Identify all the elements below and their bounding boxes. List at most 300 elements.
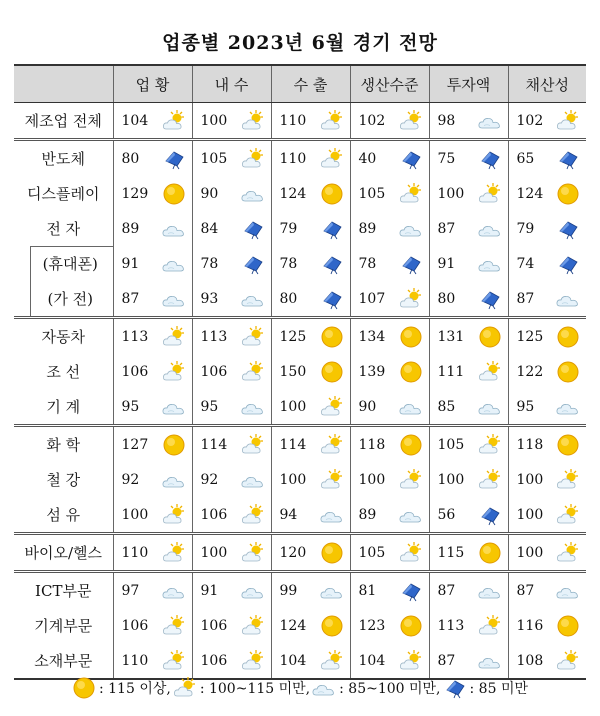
value-number: 114 bbox=[200, 436, 228, 453]
value-number: 106 bbox=[121, 617, 149, 634]
sun-cloud-icon bbox=[478, 468, 502, 492]
value-cell bbox=[113, 572, 192, 609]
sun-icon bbox=[320, 325, 344, 349]
value-cell bbox=[429, 318, 508, 355]
umbrella-icon bbox=[556, 217, 580, 241]
row-label bbox=[14, 281, 113, 318]
value-number: 104 bbox=[358, 652, 386, 669]
sun-icon bbox=[320, 541, 344, 565]
cloud-icon bbox=[478, 217, 502, 241]
value-cell bbox=[271, 389, 350, 426]
value-cell bbox=[350, 281, 429, 318]
value-cell bbox=[350, 534, 429, 572]
table-row bbox=[14, 462, 586, 497]
value-cell bbox=[192, 246, 271, 281]
value-cell bbox=[429, 534, 508, 572]
sun-icon bbox=[556, 614, 580, 638]
sun-icon bbox=[162, 182, 186, 206]
cloud-icon bbox=[478, 109, 502, 133]
value-cell bbox=[192, 318, 271, 355]
value-number: 92 bbox=[121, 471, 140, 488]
value-number: 110 bbox=[121, 544, 149, 561]
value-number: 124 bbox=[279, 617, 307, 634]
table-row bbox=[14, 246, 586, 281]
umbrella-icon bbox=[443, 676, 470, 700]
value-number: 100 bbox=[121, 506, 149, 523]
value-number: 79 bbox=[279, 220, 298, 237]
value-cell bbox=[429, 140, 508, 177]
sun-cloud-icon bbox=[241, 649, 265, 673]
value-number: 113 bbox=[121, 328, 149, 345]
value-cell bbox=[192, 389, 271, 426]
cloud-icon bbox=[312, 676, 339, 700]
sun-cloud-icon bbox=[556, 109, 580, 133]
table-row bbox=[14, 426, 586, 463]
legend-item bbox=[312, 676, 440, 700]
value-cell bbox=[350, 497, 429, 534]
umbrella-icon bbox=[320, 217, 344, 241]
value-number: 125 bbox=[516, 328, 544, 345]
value-cell bbox=[113, 354, 192, 389]
umbrella-icon bbox=[478, 147, 502, 171]
value-cell bbox=[429, 497, 508, 534]
column-header: 내 수 bbox=[192, 65, 271, 103]
value-number: 75 bbox=[437, 150, 456, 167]
value-number: 108 bbox=[516, 652, 544, 669]
value-number: 105 bbox=[200, 150, 228, 167]
legend-text: : 100~115 미만, bbox=[199, 681, 311, 697]
value-number: 100 bbox=[437, 471, 465, 488]
column-header: 채산성 bbox=[508, 65, 586, 103]
cloud-icon bbox=[556, 395, 580, 419]
value-cell bbox=[271, 354, 350, 389]
legend-item bbox=[72, 676, 171, 700]
value-number: 104 bbox=[121, 112, 149, 129]
sun-cloud-icon bbox=[478, 433, 502, 457]
value-number: 113 bbox=[200, 328, 228, 345]
sun-icon bbox=[556, 433, 580, 457]
value-cell bbox=[192, 462, 271, 497]
value-cell bbox=[113, 462, 192, 497]
row-label: ICT부문 bbox=[14, 572, 113, 609]
value-number: 95 bbox=[516, 398, 535, 415]
value-cell bbox=[508, 608, 586, 643]
umbrella-icon bbox=[399, 579, 423, 603]
value-number: 78 bbox=[358, 255, 377, 272]
row-label: 반도체 bbox=[14, 140, 113, 177]
cloud-icon bbox=[399, 503, 423, 527]
value-number: 150 bbox=[279, 363, 307, 380]
value-cell bbox=[429, 281, 508, 318]
legend-text: : 85 미만 bbox=[469, 681, 528, 697]
value-number: 97 bbox=[121, 582, 140, 599]
table-row bbox=[14, 103, 586, 140]
header-corner bbox=[14, 65, 113, 103]
table-row bbox=[14, 389, 586, 426]
value-number: 98 bbox=[437, 112, 456, 129]
sun-cloud-icon bbox=[241, 109, 265, 133]
value-number: 129 bbox=[121, 185, 149, 202]
row-label: 기 계 bbox=[46, 398, 81, 416]
sun-cloud-icon bbox=[556, 541, 580, 565]
cloud-icon bbox=[478, 395, 502, 419]
value-cell bbox=[192, 497, 271, 534]
value-number: 105 bbox=[437, 436, 465, 453]
value-number: 110 bbox=[279, 150, 307, 167]
value-number: 89 bbox=[121, 220, 140, 237]
sun-cloud-icon bbox=[241, 541, 265, 565]
value-number: 100 bbox=[516, 506, 544, 523]
value-number: 79 bbox=[516, 220, 535, 237]
value-cell bbox=[113, 643, 192, 679]
value-number: 106 bbox=[121, 363, 149, 380]
sun-cloud-icon bbox=[241, 503, 265, 527]
sun-icon bbox=[478, 541, 502, 565]
value-number: 100 bbox=[516, 544, 544, 561]
sun-icon bbox=[478, 325, 502, 349]
sun-cloud-icon bbox=[241, 433, 265, 457]
value-cell bbox=[429, 643, 508, 679]
value-number: 40 bbox=[358, 150, 377, 167]
cloud-icon bbox=[478, 579, 502, 603]
table-row bbox=[14, 176, 586, 211]
cloud-icon bbox=[241, 579, 265, 603]
table-row bbox=[14, 318, 586, 355]
value-number: 110 bbox=[279, 112, 307, 129]
row-label: 자동차 bbox=[14, 318, 113, 355]
legend-text: : 85~100 미만, bbox=[339, 681, 441, 697]
value-number: 105 bbox=[358, 544, 386, 561]
column-header: 투자액 bbox=[429, 65, 508, 103]
sun-icon bbox=[399, 433, 423, 457]
cloud-icon bbox=[399, 395, 423, 419]
value-number: 89 bbox=[358, 506, 377, 523]
sun-cloud-icon bbox=[162, 541, 186, 565]
value-number: 118 bbox=[516, 436, 544, 453]
cloud-icon bbox=[320, 579, 344, 603]
value-cell bbox=[192, 426, 271, 463]
value-cell bbox=[350, 608, 429, 643]
legend bbox=[0, 676, 600, 704]
cloud-icon bbox=[556, 287, 580, 311]
value-cell bbox=[350, 246, 429, 281]
sun-cloud-icon bbox=[162, 614, 186, 638]
value-number: 92 bbox=[200, 471, 219, 488]
cloud-icon bbox=[556, 579, 580, 603]
value-cell bbox=[192, 176, 271, 211]
column-header: 업 황 bbox=[113, 65, 192, 103]
cloud-icon bbox=[241, 182, 265, 206]
value-number: 124 bbox=[516, 185, 544, 202]
value-cell bbox=[271, 426, 350, 463]
cloud-icon bbox=[162, 252, 186, 276]
sun-icon bbox=[556, 360, 580, 384]
value-cell bbox=[113, 426, 192, 463]
value-number: 120 bbox=[279, 544, 307, 561]
value-cell bbox=[508, 426, 586, 463]
sun-cloud-icon bbox=[478, 360, 502, 384]
value-cell bbox=[429, 572, 508, 609]
value-number: 125 bbox=[279, 328, 307, 345]
value-cell bbox=[271, 534, 350, 572]
cloud-icon bbox=[162, 217, 186, 241]
value-number: 110 bbox=[121, 652, 149, 669]
value-number: 95 bbox=[121, 398, 140, 415]
row-label: 전 자 bbox=[46, 220, 81, 238]
sun-cloud-icon bbox=[320, 649, 344, 673]
sun-cloud-icon bbox=[399, 182, 423, 206]
sun-cloud-icon bbox=[320, 147, 344, 171]
value-cell bbox=[350, 211, 429, 246]
sun-cloud-icon bbox=[162, 325, 186, 349]
value-number: 100 bbox=[516, 471, 544, 488]
value-number: 91 bbox=[437, 255, 456, 272]
table-row bbox=[14, 643, 586, 679]
value-cell bbox=[192, 211, 271, 246]
sun-icon bbox=[399, 360, 423, 384]
sun-icon bbox=[399, 614, 423, 638]
value-cell bbox=[508, 389, 586, 426]
cloud-icon bbox=[162, 287, 186, 311]
value-cell bbox=[271, 211, 350, 246]
umbrella-icon bbox=[478, 503, 502, 527]
sun-cloud-icon bbox=[478, 182, 502, 206]
value-cell bbox=[113, 246, 192, 281]
value-cell bbox=[192, 103, 271, 140]
value-cell bbox=[192, 354, 271, 389]
column-header: 생산수준 bbox=[350, 65, 429, 103]
legend-item bbox=[173, 676, 310, 700]
value-cell bbox=[113, 497, 192, 534]
sun-icon bbox=[320, 182, 344, 206]
value-number: 100 bbox=[200, 544, 228, 561]
row-label bbox=[14, 246, 113, 281]
value-number: 102 bbox=[516, 112, 544, 129]
sun-cloud-icon bbox=[162, 360, 186, 384]
value-cell bbox=[192, 534, 271, 572]
value-cell bbox=[429, 608, 508, 643]
value-cell bbox=[113, 534, 192, 572]
value-cell bbox=[271, 497, 350, 534]
value-cell bbox=[350, 643, 429, 679]
value-number: 85 bbox=[437, 398, 456, 415]
value-number: 106 bbox=[200, 506, 228, 523]
value-number: 74 bbox=[516, 255, 535, 272]
sun-cloud-icon bbox=[241, 325, 265, 349]
legend-text: : 115 이상, bbox=[98, 681, 171, 697]
value-cell bbox=[429, 211, 508, 246]
value-cell bbox=[508, 211, 586, 246]
table-row bbox=[14, 140, 586, 177]
value-cell bbox=[429, 176, 508, 211]
row-label: 기계부문 bbox=[34, 617, 93, 635]
value-cell bbox=[350, 354, 429, 389]
value-number: 87 bbox=[437, 582, 456, 599]
value-number: 65 bbox=[516, 150, 535, 167]
value-cell bbox=[508, 354, 586, 389]
value-number: 100 bbox=[358, 471, 386, 488]
value-number: 106 bbox=[200, 617, 228, 634]
value-cell bbox=[271, 140, 350, 177]
value-cell bbox=[429, 426, 508, 463]
sun-cloud-icon bbox=[162, 649, 186, 673]
value-cell bbox=[271, 281, 350, 318]
sun-cloud-icon bbox=[399, 541, 423, 565]
table-row bbox=[14, 572, 586, 609]
sun-icon bbox=[556, 182, 580, 206]
cloud-icon bbox=[162, 468, 186, 492]
value-cell bbox=[113, 281, 192, 318]
umbrella-icon bbox=[556, 147, 580, 171]
value-cell bbox=[271, 572, 350, 609]
value-number: 84 bbox=[200, 220, 219, 237]
value-cell bbox=[271, 246, 350, 281]
sun-cloud-icon bbox=[399, 109, 423, 133]
sun-cloud-icon bbox=[556, 503, 580, 527]
value-cell bbox=[271, 643, 350, 679]
value-number: 123 bbox=[358, 617, 386, 634]
cloud-icon bbox=[320, 503, 344, 527]
value-number: 102 bbox=[358, 112, 386, 129]
sun-icon bbox=[72, 676, 99, 700]
sun-cloud-icon bbox=[556, 649, 580, 673]
value-number: 107 bbox=[358, 290, 386, 307]
value-cell bbox=[350, 572, 429, 609]
value-number: 94 bbox=[279, 506, 298, 523]
value-number: 95 bbox=[200, 398, 219, 415]
sun-cloud-icon bbox=[320, 433, 344, 457]
value-number: 104 bbox=[279, 652, 307, 669]
value-number: 124 bbox=[279, 185, 307, 202]
sun-icon bbox=[556, 325, 580, 349]
value-number: 113 bbox=[437, 617, 465, 634]
legend-item bbox=[443, 676, 528, 700]
value-number: 93 bbox=[200, 290, 219, 307]
value-cell bbox=[429, 354, 508, 389]
umbrella-icon bbox=[320, 252, 344, 276]
value-number: 100 bbox=[279, 471, 307, 488]
page-title: 업종별 2023년 6월 경기 전망 bbox=[162, 32, 438, 54]
value-cell bbox=[350, 426, 429, 463]
sub-divider bbox=[30, 246, 31, 281]
value-cell bbox=[113, 318, 192, 355]
value-number: 131 bbox=[437, 328, 465, 345]
sun-cloud-icon bbox=[162, 503, 186, 527]
table-row bbox=[14, 354, 586, 389]
sun-cloud-icon bbox=[320, 109, 344, 133]
sun-cloud-icon bbox=[173, 676, 200, 700]
value-cell bbox=[429, 462, 508, 497]
value-cell bbox=[113, 211, 192, 246]
header-row bbox=[14, 65, 586, 103]
forecast-table bbox=[14, 64, 586, 680]
value-cell bbox=[350, 318, 429, 355]
cloud-icon bbox=[399, 217, 423, 241]
sun-cloud-icon bbox=[399, 649, 423, 673]
value-cell bbox=[508, 176, 586, 211]
umbrella-icon bbox=[556, 252, 580, 276]
value-cell bbox=[113, 103, 192, 140]
column-header: 수 출 bbox=[271, 65, 350, 103]
row-label: 디스플레이 bbox=[27, 185, 100, 203]
value-cell bbox=[192, 140, 271, 177]
row-label: 섬 유 bbox=[46, 506, 81, 524]
umbrella-icon bbox=[241, 217, 265, 241]
value-cell bbox=[350, 140, 429, 177]
umbrella-icon bbox=[399, 252, 423, 276]
value-cell bbox=[429, 389, 508, 426]
cloud-icon bbox=[241, 468, 265, 492]
sun-cloud-icon bbox=[241, 147, 265, 171]
value-cell bbox=[271, 608, 350, 643]
sub-divider bbox=[30, 281, 31, 316]
row-label-text: (가 전) bbox=[47, 290, 93, 308]
value-number: 87 bbox=[516, 582, 535, 599]
value-number: 106 bbox=[200, 363, 228, 380]
value-number: 139 bbox=[358, 363, 386, 380]
umbrella-icon bbox=[478, 287, 502, 311]
row-label-text: (휴대폰) bbox=[42, 255, 98, 273]
value-number: 105 bbox=[358, 185, 386, 202]
value-number: 81 bbox=[358, 582, 377, 599]
sun-cloud-icon bbox=[320, 395, 344, 419]
value-cell bbox=[508, 534, 586, 572]
value-cell bbox=[271, 176, 350, 211]
sun-cloud-icon bbox=[399, 468, 423, 492]
value-number: 56 bbox=[437, 506, 456, 523]
value-number: 91 bbox=[121, 255, 140, 272]
sun-icon bbox=[320, 360, 344, 384]
sun-icon bbox=[162, 433, 186, 457]
cloud-icon bbox=[241, 395, 265, 419]
value-cell bbox=[271, 103, 350, 140]
value-cell bbox=[508, 140, 586, 177]
value-number: 115 bbox=[437, 544, 465, 561]
row-label: 조 선 bbox=[46, 363, 81, 381]
value-number: 80 bbox=[279, 290, 298, 307]
sun-cloud-icon bbox=[320, 468, 344, 492]
value-cell bbox=[508, 281, 586, 318]
value-number: 78 bbox=[200, 255, 219, 272]
value-cell bbox=[508, 246, 586, 281]
value-cell bbox=[192, 572, 271, 609]
value-number: 99 bbox=[279, 582, 298, 599]
value-number: 106 bbox=[200, 652, 228, 669]
value-number: 100 bbox=[279, 398, 307, 415]
sun-cloud-icon bbox=[241, 614, 265, 638]
value-number: 111 bbox=[437, 363, 465, 380]
cloud-icon bbox=[162, 395, 186, 419]
value-number: 127 bbox=[121, 436, 149, 453]
value-cell bbox=[508, 643, 586, 679]
sun-cloud-icon bbox=[241, 360, 265, 384]
value-number: 89 bbox=[358, 220, 377, 237]
value-number: 87 bbox=[437, 220, 456, 237]
row-label: 제조업 전체 bbox=[24, 112, 102, 130]
cloud-icon bbox=[162, 579, 186, 603]
value-cell bbox=[271, 318, 350, 355]
sun-cloud-icon bbox=[399, 287, 423, 311]
row-label: 철 강 bbox=[46, 471, 81, 489]
value-cell bbox=[350, 389, 429, 426]
value-cell bbox=[508, 462, 586, 497]
value-cell bbox=[350, 462, 429, 497]
table-row bbox=[14, 608, 586, 643]
value-number: 122 bbox=[516, 363, 544, 380]
value-cell bbox=[113, 389, 192, 426]
sun-cloud-icon bbox=[556, 468, 580, 492]
value-number: 80 bbox=[437, 290, 456, 307]
